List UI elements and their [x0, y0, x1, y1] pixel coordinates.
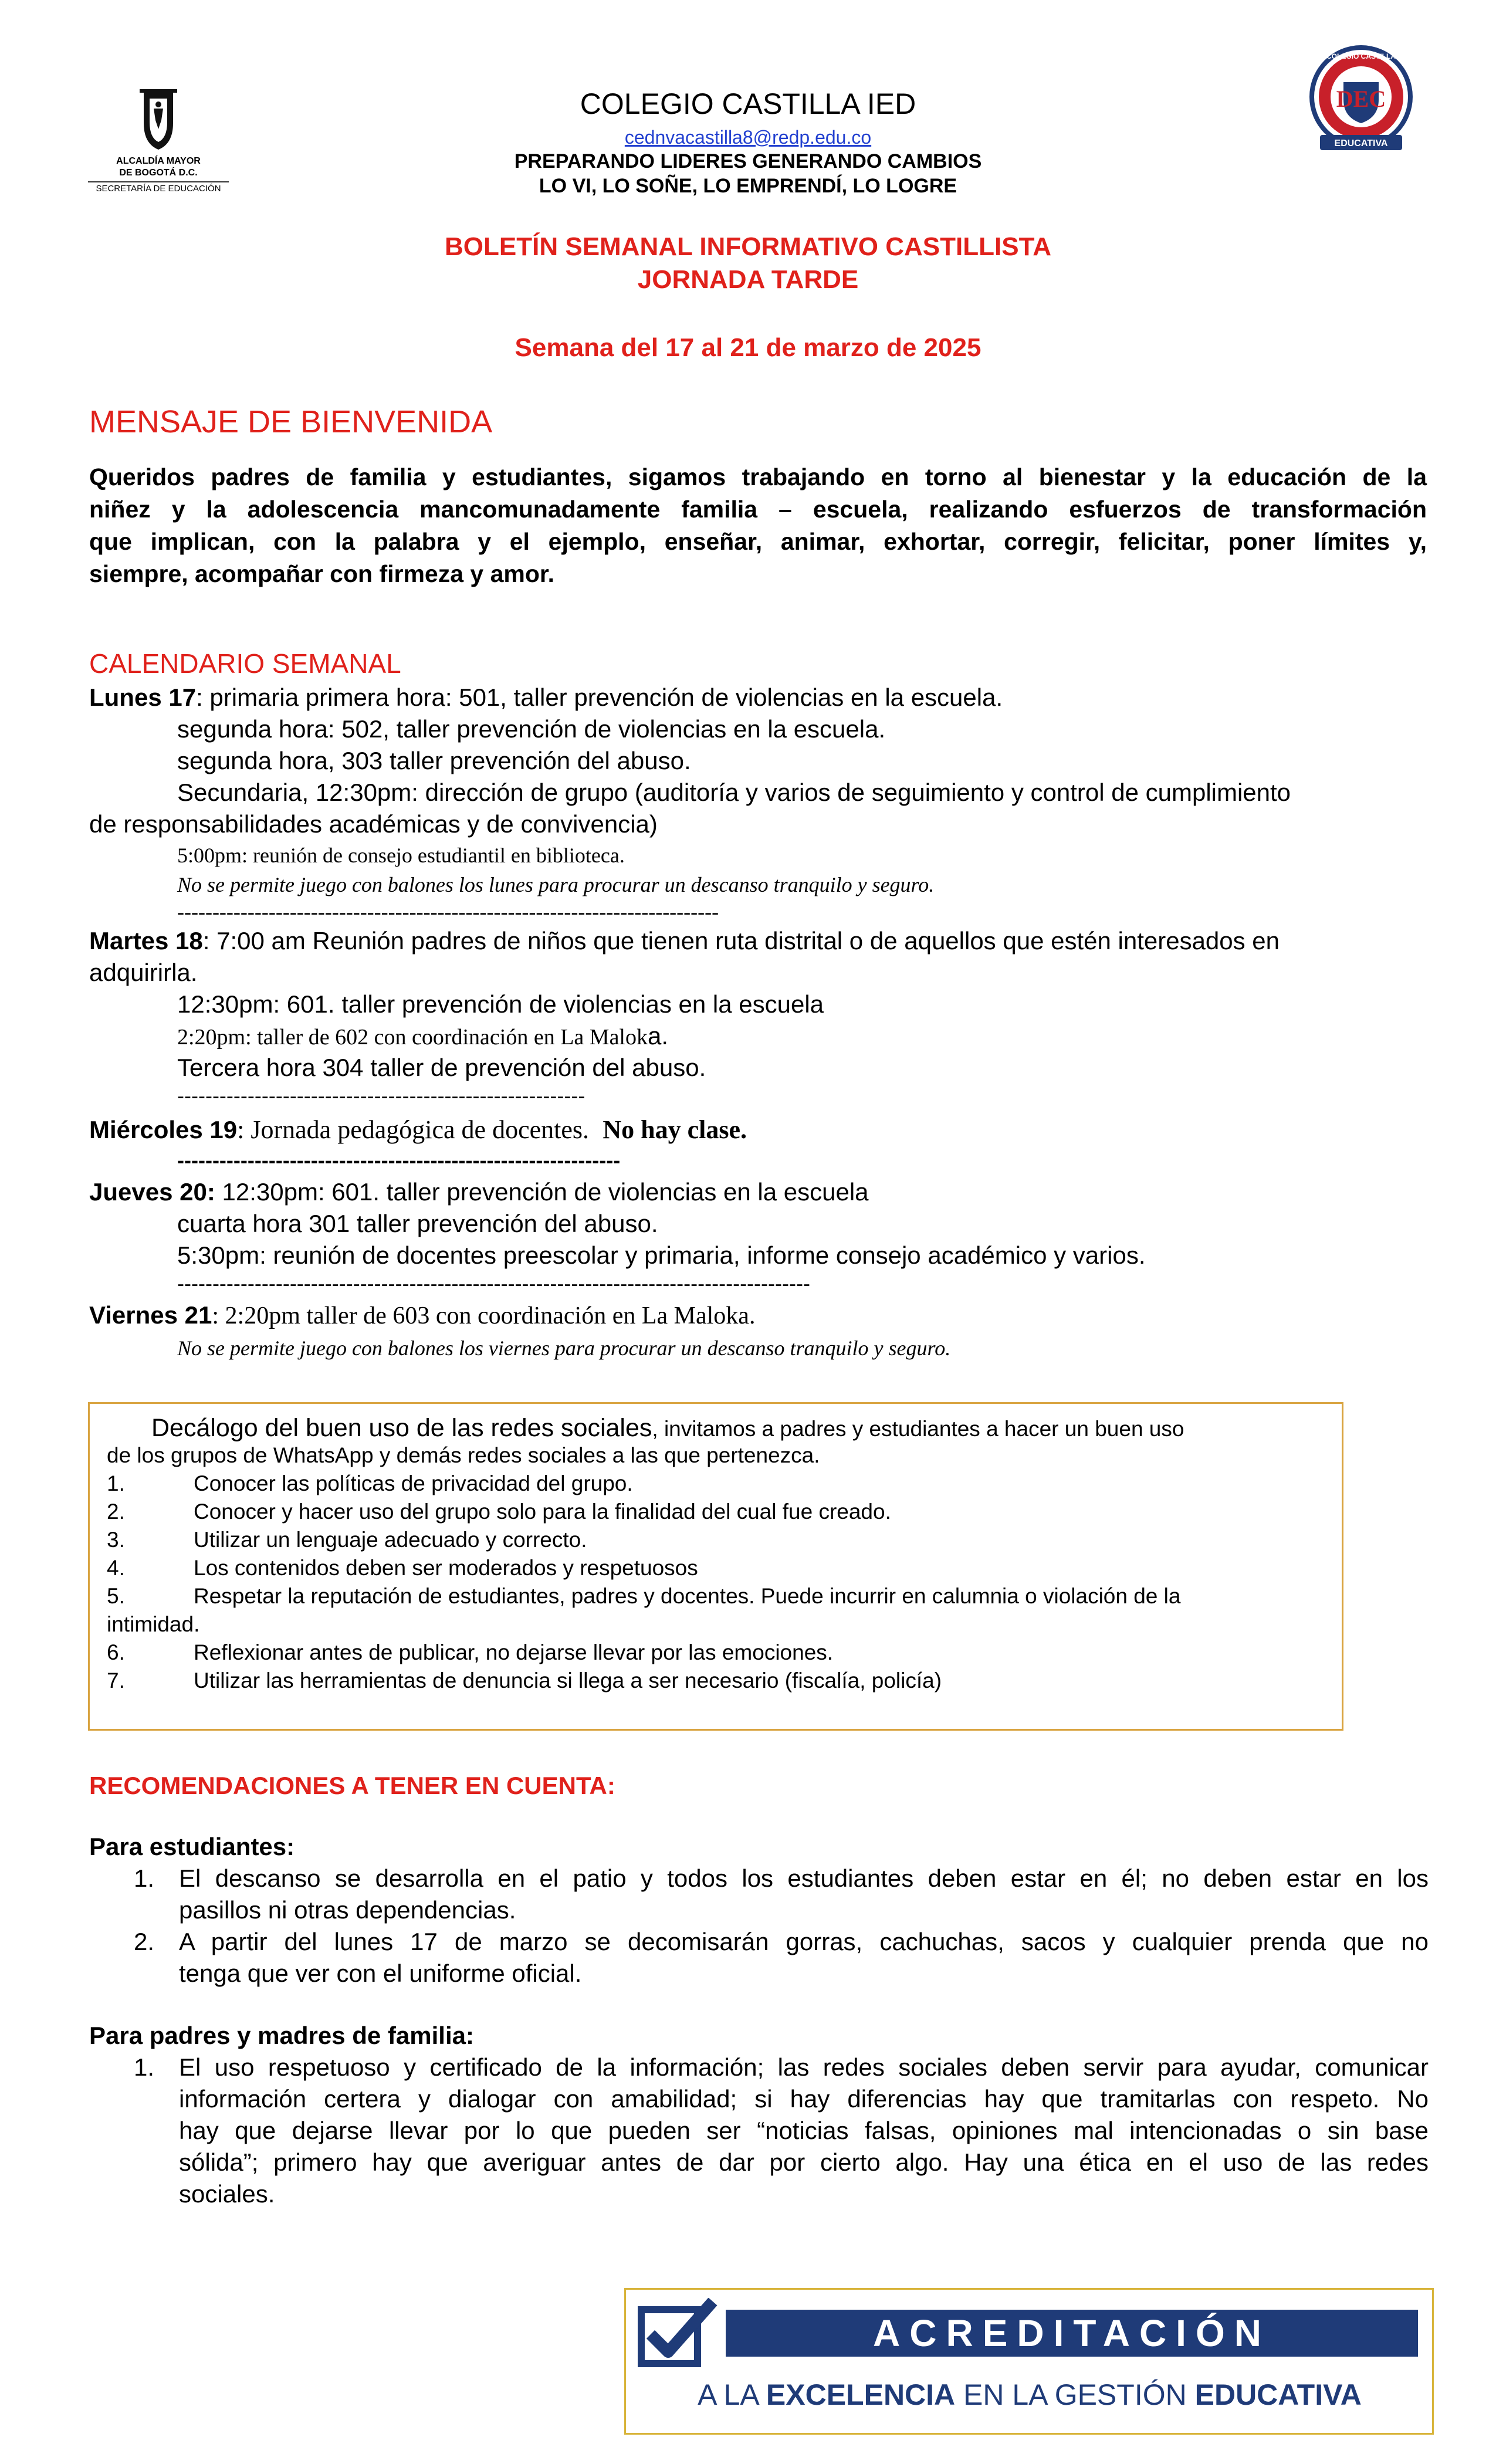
wednesday-label: Miércoles 19: [89, 1116, 238, 1143]
bulletin-title: BOLETÍN SEMANAL INFORMATIVO CASTILLISTA: [445, 232, 1051, 261]
decalogue-num-5: 5.: [107, 1584, 125, 1608]
motto-line2: LO VI, LO SOÑE, LO EMPRENDÍ, LO LOGRE: [539, 175, 957, 197]
crest-top-text: COLEGIO CASTILLA: [1326, 52, 1396, 60]
motto-line1: PREPARANDO LIDERES GENERANDO CAMBIOS: [514, 150, 982, 172]
decalogue-num-6: 6.: [107, 1640, 125, 1664]
separator-1: -----------------------------------------------------------------------------: [177, 900, 719, 923]
checkmark-icon: [638, 2298, 720, 2368]
welcome-line-2: niñez y la adolescencia mancomunadamente familia – escuela, realizando esfuerzos de transformación: [89, 496, 1427, 523]
calendar-heading: CALENDARIO SEMANAL: [89, 648, 401, 679]
parents-num-1: 1.: [134, 2053, 155, 2081]
acc-sub-a: A LA: [698, 2378, 766, 2411]
parents-item-1-line4: sólida”; primero hay que averiguar antes de dar por cierto algo. Hay una ética en el uso de las redes: [179, 2148, 1429, 2176]
separator-2: ----------------------------------------------------------: [177, 1084, 585, 1108]
decalogue-text-5: Respetar la reputación de estudiantes, padres y docentes. Puede incurrir en calumnia o violación de la: [194, 1584, 1181, 1608]
accreditation-word: ACREDITACIÓN: [873, 2312, 1271, 2354]
welcome-line-4: siempre, acompañar con firmeza y amor.: [89, 560, 554, 587]
acc-sub-b: EXCELENCIA: [766, 2378, 956, 2411]
decalogue-item-7: [107, 1668, 942, 1693]
decalogue-item-5-cont: intimidad.: [107, 1612, 200, 1636]
accreditation-word-bar: [726, 2310, 1418, 2357]
friday-line1: : 2:20pm taller de 603 con coordinación en La Maloka.: [212, 1302, 756, 1329]
school-name: COLEGIO CASTILLA IED: [580, 87, 916, 120]
bulletin-subtitle: JORNADA TARDE: [637, 265, 859, 294]
school-email-link[interactable]: cednvacastilla8@redp.edu.co: [624, 127, 872, 148]
friday-label: Viernes 21: [89, 1301, 212, 1329]
crest-letters: DEC: [1336, 86, 1386, 112]
decalogue-text-6: Reflexionar antes de publicar, no dejarse llevar por las emociones.: [194, 1640, 834, 1664]
students-item-2-line1: A partir del lunes 17 de marzo se decomisarán gorras, cachuchas, sacos y cualquier prenda que no: [179, 1928, 1429, 1955]
decalogue-intro-line2: de los grupos de WhatsApp y demás redes sociales a las que pertenezca.: [107, 1443, 820, 1467]
separator-4: ------------------------------------------------------------------------------------------: [177, 1271, 810, 1295]
decalogue-num-1: 1.: [107, 1471, 125, 1495]
accreditation-subtitle: [638, 2378, 1421, 2412]
parents-heading: Para padres y madres de familia:: [89, 2022, 474, 2049]
acc-sub-c: EN LA GESTIÓN: [955, 2378, 1195, 2411]
students-num-2: 2.: [134, 1928, 155, 1955]
monday-line5: de responsabilidades académicas y de convivencia): [89, 810, 658, 838]
tuesday-line5: Tercera hora 304 taller de prevención del abuso.: [177, 1054, 706, 1081]
friday-line2: No se permite juego con balones los viernes para procurar un descanso tranquilo y seguro.: [177, 1336, 951, 1360]
decalogue-title: Decálogo del buen uso de las redes sociales: [151, 1414, 652, 1442]
monday-line2: segunda hora: 502, taller prevención de violencias en la escuela.: [177, 715, 886, 743]
monday-line6: 5:00pm: reunión de consejo estudiantil en biblioteca.: [177, 844, 625, 867]
decalogue-text-3: Utilizar un lenguaje adecuado y correcto.: [194, 1528, 587, 1552]
decalogue-intro-rest: , invitamos a padres y estudiantes a hacer un buen uso: [652, 1417, 1184, 1441]
decalogue-item-5: [107, 1584, 1180, 1609]
parents-item-1-line5: sociales.: [179, 2180, 275, 2208]
decalogue-text-1: Conocer las políticas de privacidad del grupo.: [194, 1471, 633, 1495]
tuesday-label: Martes 18: [89, 927, 203, 955]
students-item-1-line2: pasillos ni otras dependencias.: [179, 1896, 516, 1924]
thursday-label: Jueves 20:: [89, 1178, 215, 1206]
monday-line7: No se permite juego con balones los lunes para procurar un descanso tranquilo y seguro.: [177, 873, 935, 896]
thursday-line1: 12:30pm: 601. taller prevención de violencias en la escuela: [215, 1178, 869, 1206]
students-item-2-line2: tenga que ver con el uniforme oficial.: [179, 1959, 582, 1987]
tuesday-line4-wrap: [177, 1022, 668, 1050]
alcaldia-line1: ALCALDÍA MAYOR: [116, 156, 201, 166]
welcome-line-3: que implican, con la palabra y el ejemplo, enseñar, animar, exhortar, corregir, felicitar, poner límites y,: [89, 528, 1427, 555]
separator-3: ---------------------------------------------------------------: [177, 1148, 621, 1172]
students-num-1: 1.: [134, 1864, 155, 1892]
students-heading: Para estudiantes:: [89, 1833, 295, 1860]
wednesday-text: : Jornada pedagógica de docentes.: [237, 1115, 590, 1144]
parents-item-1-line2: información certera y dialogar con amabilidad; si hay diferencias hay que tramitarlas con respeto. No: [179, 2085, 1429, 2113]
wednesday-entry: [89, 1115, 747, 1145]
monday-line4: Secundaria, 12:30pm: dirección de grupo (auditoría y varios de seguimiento y control de cumplimiento: [177, 779, 1291, 806]
welcome-heading: MENSAJE DE BIENVENIDA: [89, 404, 493, 439]
decalogue-item-4: [107, 1556, 698, 1580]
recommendations-heading: RECOMENDACIONES A TENER EN CUENTA:: [89, 1772, 615, 1799]
crest-ribbon-text: EDUCATIVA: [1334, 138, 1388, 148]
bulletin-week: Semana del 17 al 21 de marzo de 2025: [515, 333, 981, 362]
parents-item-1-line1: El uso respetuoso y certificado de la información; las redes sociales deben servir para ayudar, comunicar: [179, 2053, 1429, 2081]
thursday-entry: [89, 1178, 869, 1206]
decalogue-num-3: 3.: [107, 1528, 125, 1552]
decalogue-item-2: [107, 1500, 891, 1524]
thursday-line3: 5:30pm: reunión de docentes preescolar y primaria, informe consejo académico y varios.: [177, 1241, 1146, 1269]
tuesday-line4-end: a.: [648, 1022, 669, 1050]
tuesday-line2: adquirirla.: [89, 959, 198, 986]
monday-line1: : primaria primera hora: 501, taller prevención de violencias en la escuela.: [196, 683, 1003, 711]
thursday-line2: cuarta hora 301 taller prevención del abuso.: [177, 1210, 658, 1237]
monday-entry: [89, 683, 1003, 712]
decalogue-num-2: 2.: [107, 1500, 125, 1524]
tuesday-line4: 2:20pm: taller de 602 con coordinación en La Malok: [177, 1025, 648, 1050]
monday-label: Lunes 17: [89, 683, 197, 711]
decalogue-text-2: Conocer y hacer uso del grupo solo para la finalidad del cual fue creado.: [194, 1500, 891, 1524]
alcaldia-line3: SECRETARÍA DE EDUCACIÓN: [96, 184, 221, 194]
decalogue-item-1: [107, 1471, 633, 1496]
decalogue-num-7: 7.: [107, 1668, 125, 1693]
tuesday-line1: : 7:00 am Reunión padres de niños que tienen ruta distrital o de aquellos que estén interesados en: [202, 927, 1280, 955]
tuesday-entry: [89, 927, 1280, 955]
decalogue-text-4: Los contenidos deben ser moderados y respetuosos: [194, 1556, 698, 1580]
wednesday-no-class: No hay clase.: [603, 1115, 747, 1144]
acc-sub-d: EDUCATIVA: [1194, 2378, 1362, 2411]
alcaldia-line2: DE BOGOTÁ D.C.: [119, 168, 198, 178]
tuesday-line3: 12:30pm: 601. taller prevención de violencias en la escuela: [177, 990, 824, 1018]
accreditation-banner: [624, 2288, 1434, 2435]
friday-entry: [89, 1301, 755, 1330]
decalogue-item-6: [107, 1640, 833, 1665]
welcome-line-1: Queridos padres de familia y estudiantes, sigamos trabajando en torno al bienestar y la educación de la: [89, 463, 1427, 490]
decalogue-item-3: [107, 1528, 587, 1552]
decalogue-text-7: Utilizar las herramientas de denuncia si llega a ser necesario (fiscalía, policía): [194, 1668, 942, 1693]
decalogue-num-4: 4.: [107, 1556, 125, 1580]
monday-line3: segunda hora, 303 taller prevención del abuso.: [177, 747, 691, 774]
parents-item-1-line3: hay que dejarse llevar por lo que pueden ser “noticias falsas, opiniones mal intencionadas o sin base: [179, 2117, 1429, 2144]
students-item-1-line1: El descanso se desarrolla en el patio y todos los estudiantes deben estar en él; no deben estar en los: [179, 1864, 1429, 1892]
decalogue-intro: [151, 1414, 1184, 1443]
